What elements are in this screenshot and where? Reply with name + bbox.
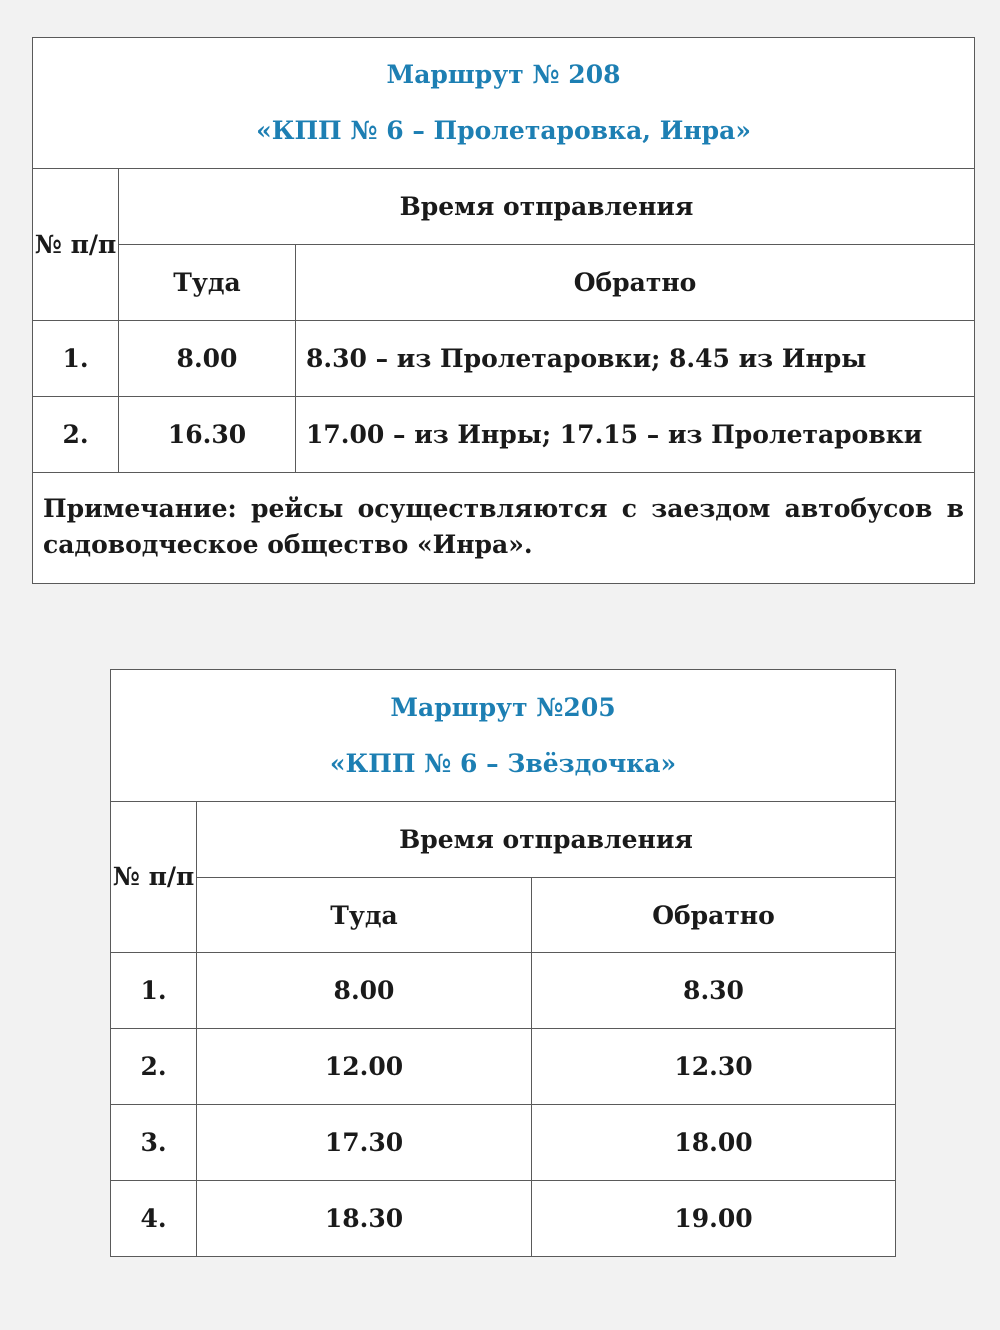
route-205-row-4-back: 19.00	[532, 1181, 896, 1257]
route-205-num-header: № п/п	[111, 802, 197, 953]
table-row	[111, 1029, 896, 1105]
table-row	[111, 1105, 896, 1181]
route-205-row-3-back: 18.00	[532, 1105, 896, 1181]
route-208-table	[32, 37, 975, 584]
route-205-row-2-num: 2.	[111, 1029, 197, 1105]
route-205-col-back: Обратно	[532, 878, 896, 953]
route-205-table	[110, 669, 896, 1257]
route-208-row-2-there: 16.30	[119, 397, 296, 473]
route-205-col-there: Туда	[197, 878, 532, 953]
route-208-row-1-num: 1.	[33, 321, 119, 397]
route-208-time-header: Время отправления	[119, 169, 975, 245]
route-205-title-cell	[111, 670, 896, 802]
route-205-row-2-back: 12.30	[532, 1029, 896, 1105]
route-205-row-1-back: 8.30	[532, 953, 896, 1029]
route-208-num-header: № п/п	[33, 169, 119, 321]
route-205-time-header: Время отправления	[197, 802, 896, 878]
table-row	[33, 321, 975, 397]
route-208-title: Маршрут № 208	[386, 60, 621, 89]
route-205-row-3-num: 3.	[111, 1105, 197, 1181]
route-208-row-2-back: 17.00 – из Инры; 17.15 – из Пролетаровки	[296, 397, 975, 473]
route-205-row-4-there: 18.30	[197, 1181, 532, 1257]
route-205-row-1-there: 8.00	[197, 953, 532, 1029]
route-208-col-back: Обратно	[296, 245, 975, 321]
route-205-title: Маршрут №205	[390, 692, 616, 722]
table-row	[111, 953, 896, 1029]
route-208-note: Примечание: рейсы осуществляются с заездом автобусов в садоводческое общество «Инра».	[33, 473, 975, 584]
route-208-row-1-back: 8.30 – из Пролетаровки; 8.45 из Инры	[296, 321, 975, 397]
route-205-row-1-num: 1.	[111, 953, 197, 1029]
route-208-title-cell	[33, 38, 975, 169]
table-row	[33, 397, 975, 473]
route-205-subtitle: «КПП № 6 – Звёздочка»	[329, 748, 677, 778]
route-208-row-1-there: 8.00	[119, 321, 296, 397]
table-row	[111, 1181, 896, 1257]
route-208-row-2-num: 2.	[33, 397, 119, 473]
route-208-subtitle: «КПП № 6 – Пролетаровка, Инра»	[256, 116, 751, 145]
route-208-col-there: Туда	[119, 245, 296, 321]
route-205-row-4-num: 4.	[111, 1181, 197, 1257]
route-205-row-2-there: 12.00	[197, 1029, 532, 1105]
route-205-row-3-there: 17.30	[197, 1105, 532, 1181]
